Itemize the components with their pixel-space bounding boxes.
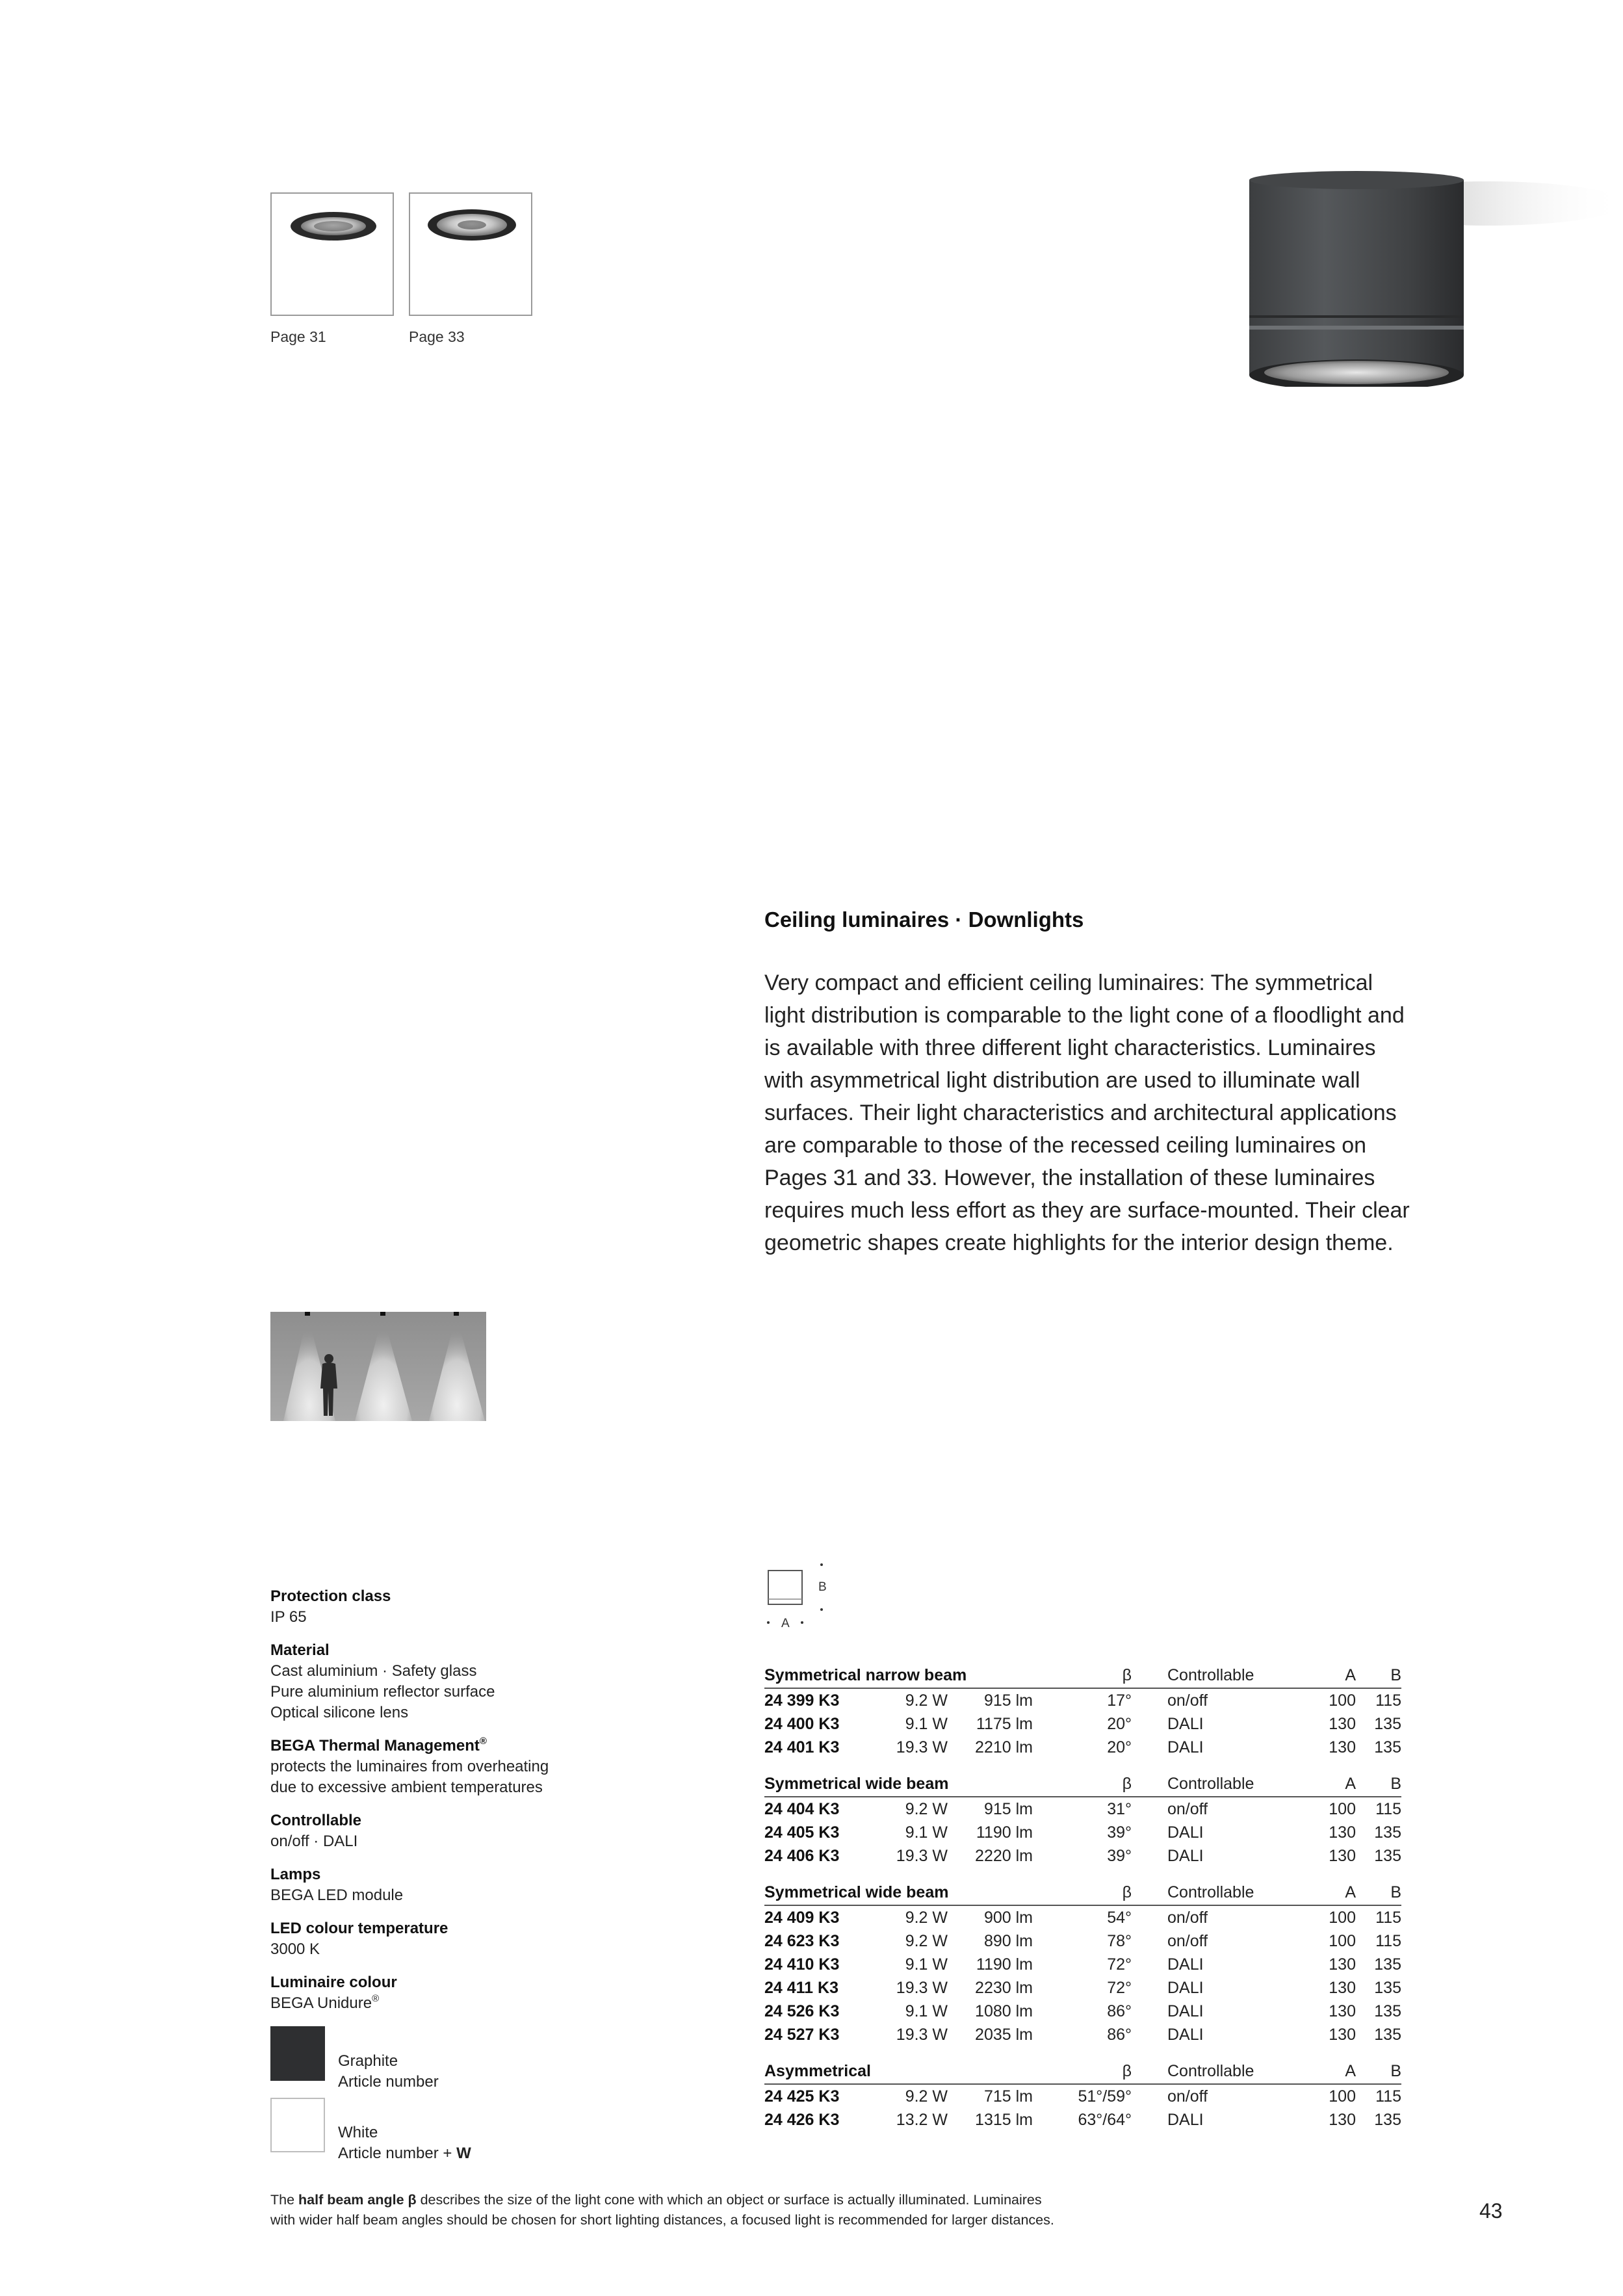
- footnote-term: half beam angle β: [298, 2192, 417, 2208]
- property-line: Pure aluminium reflector surface: [270, 1683, 495, 1701]
- white-swatch: [270, 2098, 325, 2152]
- property-line: Cast aluminium · Safety glass: [270, 1662, 477, 1680]
- property-protection-class: [270, 1586, 595, 1628]
- dimension-a: 130: [1329, 2002, 1356, 2020]
- property-luminaire-colour: [270, 1972, 595, 2014]
- property-line: due to excessive ambient temperatures: [270, 1779, 543, 1796]
- dimension-b: 135: [1374, 1738, 1401, 1756]
- group-name: Symmetrical narrow beam: [764, 1666, 967, 1684]
- product-group: [764, 1773, 1401, 1868]
- ceiling-luminaire-product-image: [1241, 166, 1623, 387]
- recessed-luminaire-image: [410, 194, 534, 317]
- registered-mark: ®: [479, 1736, 487, 1747]
- property-value: [270, 1661, 595, 1723]
- wattage: 9.1 W: [905, 1715, 948, 1733]
- property-material: [270, 1640, 595, 1723]
- table-row: [764, 1736, 1401, 1759]
- dimension-label-b: B: [818, 1580, 827, 1594]
- article-number: 24 426 K3: [764, 2111, 840, 2129]
- dimension-b: 115: [1375, 2087, 1401, 2106]
- table-row: [764, 2000, 1401, 2023]
- group-name: Asymmetrical: [764, 2062, 871, 2080]
- section-title: Ceiling luminaires · Downlights: [764, 907, 1084, 932]
- property-lamps: [270, 1864, 595, 1906]
- property-label: Controllable: [270, 1812, 362, 1829]
- luminous-flux: 915 lm: [983, 1800, 1033, 1818]
- column-header-controllable: Controllable: [1167, 1883, 1254, 1901]
- dimension-b: 115: [1375, 1691, 1401, 1710]
- column-header-beta: β: [1122, 1666, 1132, 1684]
- group-name: Symmetrical wide beam: [764, 1883, 949, 1901]
- dimension-b: 135: [1374, 2026, 1401, 2044]
- beam-angle: 72°: [1107, 1955, 1132, 1974]
- table-row: [764, 1906, 1401, 1929]
- control-type: DALI: [1167, 2002, 1204, 2020]
- property-controllable: [270, 1810, 595, 1852]
- intro-line: geometric shapes create highlights for the interior design theme.: [764, 1231, 1394, 1255]
- property-label: Luminaire colour: [270, 1974, 397, 1991]
- table-row: [764, 1976, 1401, 2000]
- intro-text: [764, 967, 1453, 1259]
- thumbnail-label: Page 31: [270, 328, 326, 345]
- article-number: 24 425 K3: [764, 2087, 840, 2106]
- control-type: on/off: [1167, 1800, 1208, 1818]
- colour-option-text: [338, 2122, 471, 2164]
- dimension-a: 130: [1329, 1955, 1356, 1974]
- wattage: 19.3 W: [896, 2026, 948, 2044]
- intro-line: light distribution is comparable to the light cone of a floodlight and: [764, 1003, 1405, 1028]
- wattage: 9.1 W: [905, 2002, 948, 2020]
- column-header-controllable: Controllable: [1167, 2062, 1254, 2080]
- wattage: 9.2 W: [905, 2087, 948, 2106]
- product-properties: [270, 1586, 595, 2162]
- dimension-b: 115: [1375, 1800, 1401, 1818]
- dimension-a: 130: [1329, 1847, 1356, 1865]
- table-row: [764, 1844, 1401, 1868]
- colour-option-white: [270, 2098, 595, 2162]
- column-header-controllable: Controllable: [1167, 1775, 1254, 1793]
- colour-option-graphite: [270, 2026, 595, 2091]
- property-value: BEGA LED module: [270, 1886, 404, 1904]
- wattage: 9.2 W: [905, 1800, 948, 1818]
- article-number: 24 409 K3: [764, 1909, 840, 1927]
- property-thermal-management: [270, 1736, 595, 1798]
- property-label: Lamps: [270, 1866, 321, 1883]
- control-type: on/off: [1167, 1691, 1208, 1710]
- beam-angle: 78°: [1107, 1932, 1132, 1950]
- luminous-flux: 1190 lm: [976, 1823, 1033, 1842]
- control-type: on/off: [1167, 1909, 1208, 1927]
- column-header-a: A: [1345, 1666, 1356, 1684]
- recessed-luminaire-image: [272, 194, 395, 317]
- article-number: 24 526 K3: [764, 2002, 840, 2020]
- luminous-flux: 1315 lm: [975, 2111, 1033, 2129]
- column-header-beta: β: [1122, 2062, 1132, 2080]
- dimension-a: 100: [1329, 1800, 1356, 1818]
- property-label: [270, 1736, 595, 1756]
- beam-angle: 20°: [1107, 1738, 1132, 1756]
- article-number: 24 410 K3: [764, 1955, 840, 1974]
- thumbnail-page-33[interactable]: [409, 192, 532, 316]
- beam-angle: 63°/64°: [1078, 2111, 1132, 2129]
- wattage: 19.3 W: [896, 1847, 948, 1865]
- column-header-b: B: [1390, 1883, 1401, 1901]
- intro-line: requires much less effort as they are surface-mounted. Their clear: [764, 1198, 1410, 1223]
- property-label-text: BEGA Thermal Management: [270, 1737, 480, 1755]
- dimension-b: 135: [1374, 1979, 1401, 1997]
- table-row: [764, 1929, 1401, 1953]
- column-header-controllable: Controllable: [1167, 1666, 1254, 1684]
- beam-angle: 51°/59°: [1078, 2087, 1132, 2106]
- control-type: DALI: [1167, 1715, 1204, 1733]
- wattage: 19.3 W: [896, 1738, 948, 1756]
- beam-angle: 39°: [1107, 1847, 1132, 1865]
- product-group: [764, 1881, 1401, 2046]
- control-type: DALI: [1167, 1955, 1204, 1974]
- property-value-text: BEGA Unidure: [270, 1994, 372, 2012]
- luminous-flux: 2230 lm: [975, 1979, 1033, 1997]
- colour-option-text: [338, 2051, 439, 2093]
- footnote-line: with wider half beam angles should be chosen for short lighting distances, a focused light is recommended for larger distances.: [270, 2212, 1054, 2228]
- colour-article-line: [338, 2143, 471, 2164]
- group-header: [764, 1664, 1401, 1689]
- column-header-a: A: [1345, 1775, 1356, 1793]
- luminous-flux: 915 lm: [983, 1691, 1033, 1710]
- intro-line: are comparable to those of the recessed ceiling luminaires on: [764, 1133, 1367, 1158]
- table-row: [764, 1821, 1401, 1844]
- wattage: 9.2 W: [905, 1691, 948, 1710]
- intro-line: is available with three different light characteristics. Luminaires: [764, 1036, 1376, 1060]
- control-type: DALI: [1167, 1738, 1204, 1756]
- property-value: on/off · DALI: [270, 1833, 358, 1850]
- dimension-a: 130: [1329, 2026, 1356, 2044]
- property-label: Protection class: [270, 1587, 391, 1605]
- article-number: 24 406 K3: [764, 1847, 840, 1865]
- control-type: DALI: [1167, 1979, 1204, 1997]
- table-row: [764, 2085, 1401, 2108]
- footnote-text: The: [270, 2192, 299, 2208]
- table-row: [764, 2108, 1401, 2132]
- beam-angle: 17°: [1107, 1691, 1132, 1710]
- property-value: [270, 1756, 595, 1798]
- dimension-b: 135: [1374, 1823, 1401, 1842]
- article-number: 24 405 K3: [764, 1823, 840, 1842]
- intro-line: Pages 31 and 33. However, the installation of these luminaires: [764, 1166, 1375, 1190]
- dimension-b: 135: [1374, 2111, 1401, 2129]
- property-value: IP 65: [270, 1608, 307, 1626]
- product-group: [764, 2060, 1401, 2132]
- colour-article: Article number: [338, 2073, 439, 2091]
- dimension-b: 135: [1374, 1847, 1401, 1865]
- beam-angle: 86°: [1107, 2026, 1132, 2044]
- intro-line: with asymmetrical light distribution are used to illuminate wall: [764, 1068, 1360, 1093]
- luminous-flux: 1190 lm: [976, 1955, 1033, 1974]
- luminous-flux: 2035 lm: [975, 2026, 1033, 2044]
- dimension-a: 130: [1329, 1715, 1356, 1733]
- lighting-scene-image: [270, 1312, 486, 1421]
- dimension-b: 135: [1374, 1955, 1401, 1974]
- control-type: DALI: [1167, 1847, 1204, 1865]
- table-row: [764, 1797, 1401, 1821]
- colour-article: Article number +: [338, 2145, 452, 2162]
- dimension-b: 115: [1375, 1909, 1401, 1927]
- control-type: DALI: [1167, 2111, 1204, 2129]
- property-line: protects the luminaires from overheating: [270, 1758, 549, 1775]
- article-number: 24 623 K3: [764, 1932, 840, 1950]
- dimension-label-a: A: [781, 1617, 790, 1630]
- beam-angle: 54°: [1107, 1909, 1132, 1927]
- registered-mark: ®: [372, 1993, 380, 2004]
- luminous-flux: 2210 lm: [975, 1738, 1033, 1756]
- luminous-flux: 1080 lm: [975, 2002, 1033, 2020]
- dimension-a: 100: [1329, 2087, 1356, 2106]
- column-header-beta: β: [1122, 1775, 1132, 1793]
- dimension-a: 130: [1329, 1738, 1356, 1756]
- dimension-a: 130: [1329, 1979, 1356, 1997]
- dimension-a: 130: [1329, 2111, 1356, 2129]
- dimension-b: 135: [1374, 1715, 1401, 1733]
- footnote: [270, 2190, 1180, 2230]
- beam-angle: 20°: [1107, 1715, 1132, 1733]
- article-number: 24 401 K3: [764, 1738, 840, 1756]
- article-number: 24 411 K3: [764, 1979, 838, 1997]
- dimension-a: 100: [1329, 1909, 1356, 1927]
- colour-name: Graphite: [338, 2052, 398, 2070]
- control-type: on/off: [1167, 1932, 1208, 1950]
- property-label: LED colour temperature: [270, 1920, 448, 1937]
- control-type: DALI: [1167, 1823, 1204, 1842]
- footnote-line: [270, 2190, 1180, 2210]
- wattage: 13.2 W: [896, 2111, 948, 2129]
- dimension-diagram: [760, 1554, 832, 1630]
- dimension-a: 130: [1329, 1823, 1356, 1842]
- group-header: [764, 1881, 1401, 1906]
- group-header: [764, 1773, 1401, 1797]
- property-label: Material: [270, 1641, 330, 1659]
- property-value: [270, 1993, 595, 2014]
- colour-name: White: [338, 2124, 378, 2141]
- beam-angle: 72°: [1107, 1979, 1132, 1997]
- footnote-text: describes the size of the light cone with which an object or surface is actually illuminated. Luminaires: [416, 2192, 1042, 2208]
- table-row: [764, 2023, 1401, 2046]
- table-row: [764, 1953, 1401, 1976]
- article-number: 24 399 K3: [764, 1691, 840, 1710]
- control-type: DALI: [1167, 2026, 1204, 2044]
- column-header-b: B: [1390, 2062, 1401, 2080]
- page-number: 43: [1479, 2199, 1503, 2223]
- column-header-b: B: [1390, 1775, 1401, 1793]
- beam-angle: 31°: [1107, 1800, 1132, 1818]
- luminous-flux: 2220 lm: [975, 1847, 1033, 1865]
- property-line: Optical silicone lens: [270, 1704, 409, 1721]
- column-header-a: A: [1345, 1883, 1356, 1901]
- beam-angle: 39°: [1107, 1823, 1132, 1842]
- wattage: 9.1 W: [905, 1955, 948, 1974]
- colour-suffix: W: [456, 2145, 471, 2162]
- column-header-beta: β: [1122, 1883, 1132, 1901]
- column-header-b: B: [1390, 1666, 1401, 1684]
- luminous-flux: 890 lm: [983, 1932, 1033, 1950]
- intro-line: surfaces. Their light characteristics and architectural applications: [764, 1101, 1397, 1125]
- luminous-flux: 900 lm: [983, 1909, 1033, 1927]
- intro-line: Very compact and efficient ceiling luminaires: The symmetrical: [764, 971, 1373, 995]
- wattage: 19.3 W: [896, 1979, 948, 1997]
- table-row: [764, 1712, 1401, 1736]
- dimension-b: 115: [1375, 1932, 1401, 1950]
- graphite-swatch: [270, 2026, 325, 2081]
- property-led-colour-temperature: [270, 1918, 595, 1960]
- column-header-a: A: [1345, 2062, 1356, 2080]
- control-type: on/off: [1167, 2087, 1208, 2106]
- luminous-flux: 1175 lm: [976, 1715, 1033, 1733]
- dimension-a: 100: [1329, 1691, 1356, 1710]
- beam-angle: 86°: [1107, 2002, 1132, 2020]
- group-name: Symmetrical wide beam: [764, 1775, 949, 1793]
- product-table: [764, 1664, 1401, 2145]
- dimension-b: 135: [1374, 2002, 1401, 2020]
- article-number: 24 400 K3: [764, 1715, 840, 1733]
- article-number: 24 404 K3: [764, 1800, 840, 1818]
- product-group: [764, 1664, 1401, 1759]
- table-row: [764, 1689, 1401, 1712]
- dimension-a: 100: [1329, 1932, 1356, 1950]
- wattage: 9.2 W: [905, 1909, 948, 1927]
- wattage: 9.1 W: [905, 1823, 948, 1842]
- thumbnail-label: Page 33: [409, 328, 465, 345]
- thumbnail-page-31[interactable]: [270, 192, 394, 316]
- group-header: [764, 2060, 1401, 2085]
- article-number: 24 527 K3: [764, 2026, 840, 2044]
- luminous-flux: 715 lm: [983, 2087, 1033, 2106]
- wattage: 9.2 W: [905, 1932, 948, 1950]
- property-value: 3000 K: [270, 1940, 320, 1958]
